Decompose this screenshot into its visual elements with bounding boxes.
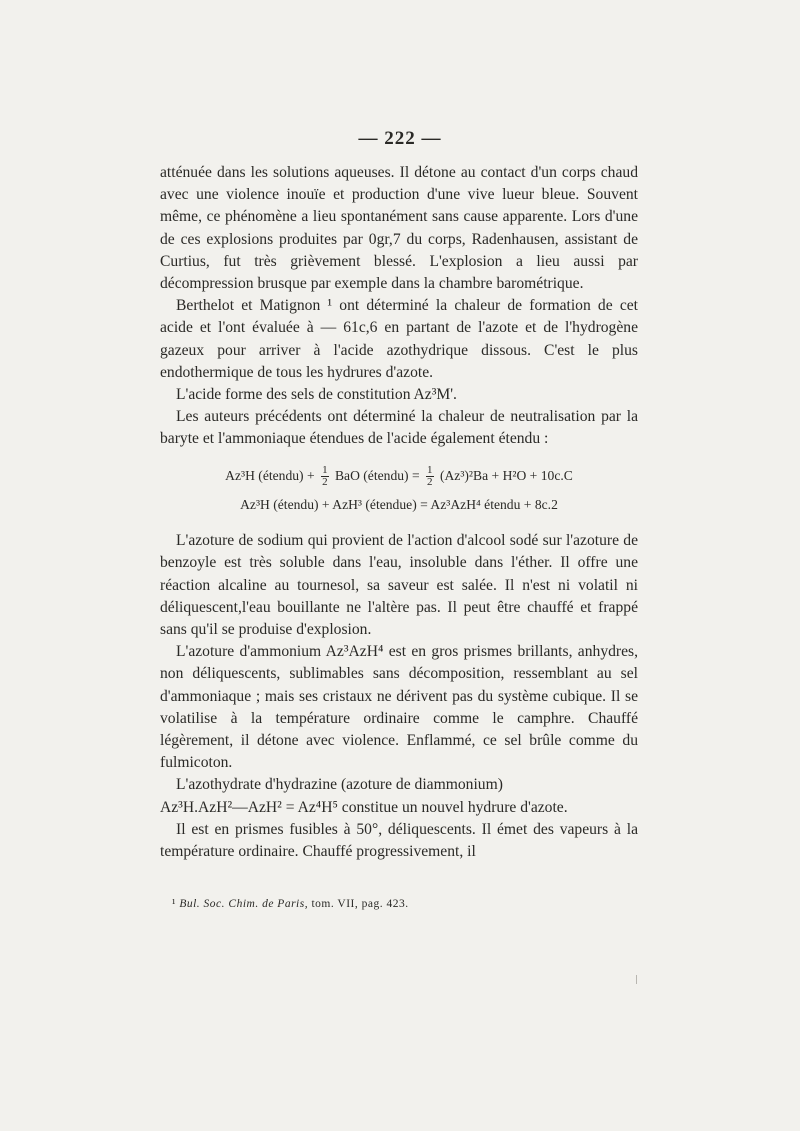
formula1-mid: BaO (étendu) =	[334, 467, 420, 483]
fraction-one-half	[321, 465, 329, 488]
paragraph-6: L'azoture d'ammonium Az³AzH⁴ est en gros prismes brillants, anhydres, non déliquescents, sublimables sans décomposition, ressemblant au sel d'ammoniaque ; mais ses cristaux ne dérivent pas du système cubique. Il se volatilise à la température ordinaire comme le camphre. Chauffé légèrement, il détone avec violence. Enflammé, ce sel brûle comme du fulmicoton.	[160, 643, 638, 772]
paper-speck	[636, 975, 637, 984]
formula1-right: (Az³)²Ba + H²O + 10c.C	[439, 467, 573, 483]
paragraph-2: Berthelot et Matignon ¹ ont déterminé la chaleur de formation de cet acide et l'ont évaluée à — 61c,6 en partant de l'azote et de l'hydrogène gazeux pour arriver à l'acide azothydrique dissous. C'est le plus endothermique de tous les hydrures d'azote.	[160, 297, 638, 381]
footnote-marker: ¹	[172, 898, 176, 910]
formula-neutralisation-baryte	[160, 465, 638, 488]
paragraph-3: L'acide forme des sels de constitution Az³M'.	[176, 386, 457, 404]
paragraph-7a: L'azothydrate d'hydrazine (azoture de diammonium)	[176, 776, 503, 794]
paragraph-8: Il est en prismes fusibles à 50°, déliquescents. Il émet des vapeurs à la température ordinaire. Chauffé progressivement, il	[160, 820, 638, 861]
fraction-denominator: 2	[427, 476, 433, 489]
body-text	[160, 162, 638, 863]
footnote-source: Bul. Soc. Chim. de Paris,	[179, 898, 309, 910]
paragraph-4: Les auteurs précédents ont déterminé la chaleur de neutralisation par la baryte et l'ammoniaque étendues de l'acide également étendu :	[160, 408, 638, 448]
paragraph-1: atténuée dans les solutions aqueuses. Il détone au contact d'un corps chaud avec une violence inouïe et production d'une vive lueur bleue. Souvent même, ce phénomène a lieu spontanément sans cause apparente. Lors d'une de ces explosions produites par 0gr,7 du corps, Radenhausen, assistant de Curtius, fut très grièvement blessé. L'explosion a lieu aussi par décompression brusque par exemple dans la chambre barométrique.	[160, 164, 638, 293]
formula1-left: Az³H (étendu) +	[225, 467, 315, 483]
fraction-numerator: 1	[427, 464, 433, 477]
fraction-one-half	[426, 465, 434, 488]
page-number: — 222 —	[358, 128, 442, 149]
paragraph-7b: Az³H.AzH²—AzH² = Az⁴H⁵ constitue un nouvel hydrure d'azote.	[160, 798, 568, 816]
formula-neutralisation-ammoniaque: Az³H (étendu) + AzH³ (étendue) = Az³AzH⁴ étendu + 8c.2	[240, 497, 558, 513]
fraction-numerator: 1	[322, 464, 328, 477]
paragraph-5: L'azoture de sodium qui provient de l'action d'alcool sodé sur l'azoture de benzoyle est très soluble dans l'eau, insoluble dans l'éther. Il offre une réaction alcaline au tournesol, sa saveur est salée. Il n'est ni volatil ni déliquescent,l'eau bouillante ne l'altère pas. Il peut être chauffé et frappé sans qu'il se produise d'explosion.	[160, 532, 638, 639]
footnote	[172, 898, 409, 910]
footnote-reference: tom. VII, pag. 423.	[311, 898, 409, 910]
fraction-denominator: 2	[322, 476, 328, 489]
